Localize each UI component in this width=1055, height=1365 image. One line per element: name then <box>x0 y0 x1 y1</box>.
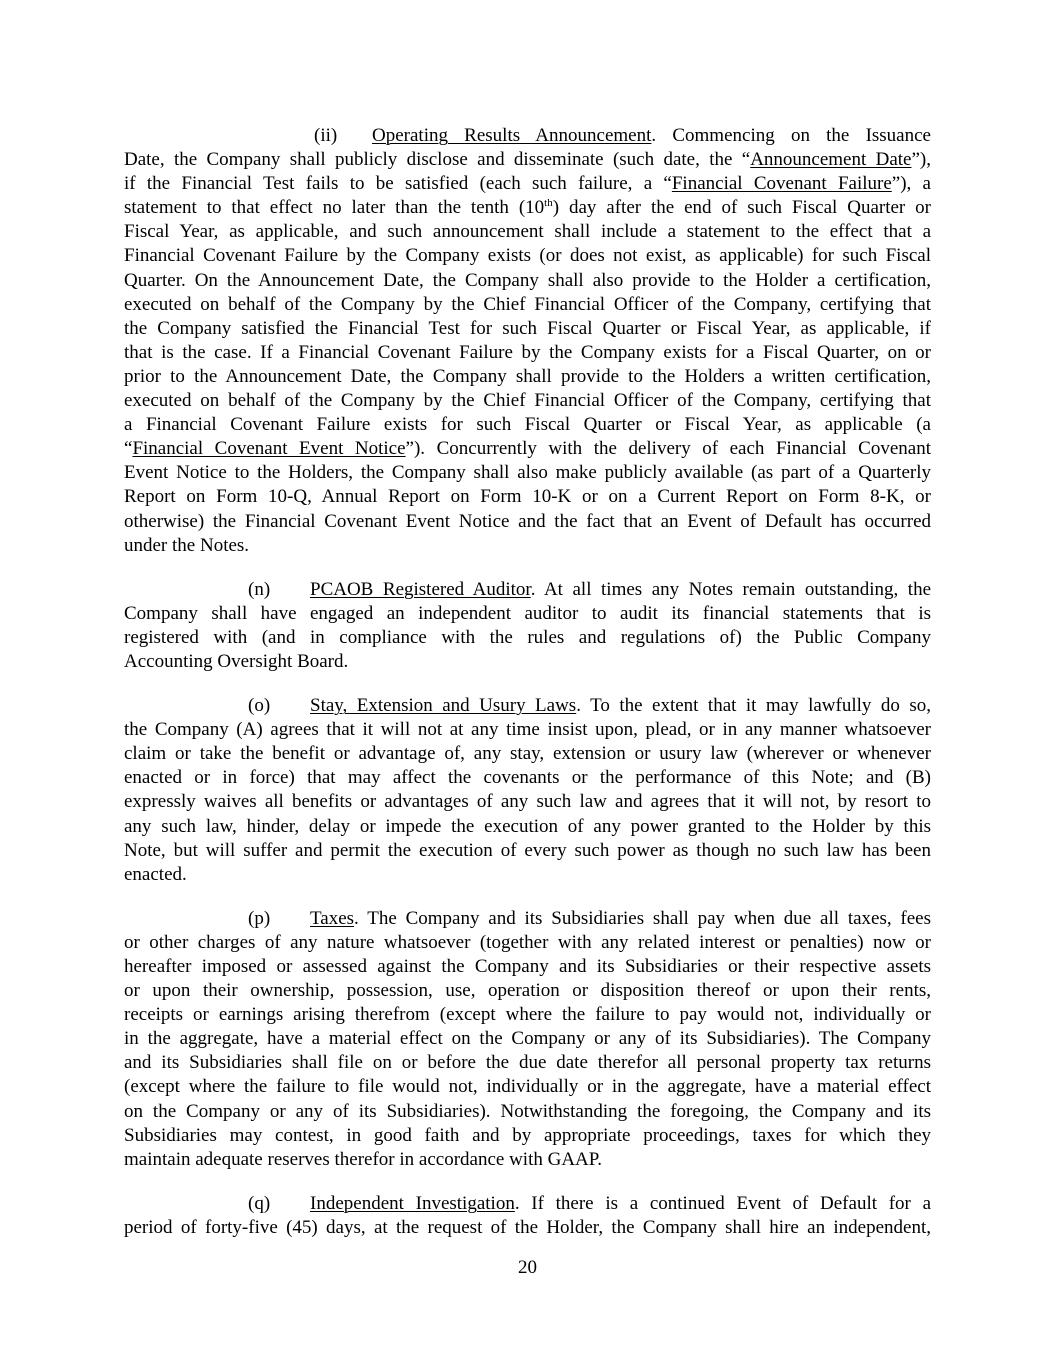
text-line: Company shall have engaged an independent auditor to audit its financial statements that is <box>124 602 931 624</box>
text-line: Report on Form 10-Q, Annual Report on Form 10-K or on a Current Report on Form 8-K, or <box>124 486 931 508</box>
text-line: enacted or in force) that may affect the covenants or the performance of this Note; and (B) <box>124 767 931 789</box>
section-heading: Taxes <box>310 907 355 929</box>
text-line: prior to the Announcement Date, the Company shall provide to the Holders a written certification, <box>124 365 931 387</box>
text-line: executed on behalf of the Company by the Chief Financial Officer of the Company, certifying that <box>124 390 931 412</box>
section-heading: Stay, Extension and Usury Laws <box>310 695 577 717</box>
text-line: under the Notes. <box>124 534 250 556</box>
text-line: claim or take the benefit or advantage of, any stay, extension or usury law (wherever or whenever <box>124 743 931 765</box>
text-line: executed on behalf of the Company by the Chief Financial Officer of the Company, certifying that <box>124 293 931 315</box>
text-line: that is the case. If a Financial Covenant Failure by the Company exists for a Fiscal Quarter, on or <box>124 341 931 363</box>
text-line: Date, the Company shall publicly disclose and disseminate (such date, the “Announcement Date”), <box>124 149 931 171</box>
text-line: Financial Covenant Failure by the Company exists (or does not exist, as applicable) for such Fiscal <box>124 245 931 267</box>
section-ii-operating-results-announcement <box>124 124 931 558</box>
text-line: a Financial Covenant Failure exists for such Fiscal Quarter or Fiscal Year, as applicable (a <box>124 414 931 436</box>
text-line: expressly waives all benefits or advantages of any such law and agrees that it will not, by resort to <box>124 791 931 813</box>
text-line: hereafter imposed or assessed against the Company and its Subsidiaries or their respective assets <box>124 956 931 977</box>
section-q-independent-investigation <box>124 1192 931 1240</box>
text-line: period of forty-five (45) days, at the request of the Holder, the Company shall hire an independent, <box>124 1216 931 1238</box>
section-number: (p) <box>248 907 271 929</box>
text-line: Note, but will suffer and permit the execution of every such power as though no such law has been <box>124 839 931 861</box>
text-line: (p) Taxes. The Company and its Subsidiaries shall pay when due all taxes, fees <box>124 907 931 931</box>
text-line: if the Financial Test fails to be satisfied (each such failure, a “Financial Covenant Failure”), a <box>124 173 931 195</box>
text-line: maintain adequate reserves therefor in accordance with GAAP. <box>124 1148 602 1170</box>
section-n-pcaob-registered-auditor <box>124 578 931 674</box>
section-number: (q) <box>248 1192 271 1214</box>
text-line: otherwise) the Financial Covenant Event Notice and the fact that an Event of Default has occurred <box>124 510 931 532</box>
section-number: (n) <box>248 578 271 600</box>
text-line: (n) PCAOB Registered Auditor. At all times any Notes remain outstanding, the <box>124 578 931 602</box>
section-number: (ii) <box>314 125 338 146</box>
section-heading: Independent Investigation <box>310 1192 515 1214</box>
text-line: any such law, hinder, delay or impede the execution of any power granted to the Holder by this <box>124 815 931 837</box>
text-line: the Company (A) agrees that it will not at any time insist upon, plead, or in any manner whatsoever <box>124 719 931 741</box>
defined-term-financial-covenant-failure: Financial Covenant Failure <box>671 173 892 195</box>
text-line: in the aggregate, have a material effect on the Company or any of its Subsidiaries). The Company <box>124 1028 931 1050</box>
text-line: or upon their ownership, possession, use, operation or disposition thereof or upon their rents, <box>124 980 931 1002</box>
text-line: (o) Stay, Extension and Usury Laws. To the extent that it may lawfully do so, <box>124 694 931 718</box>
text-line: Subsidiaries may contest, in good faith and by appropriate proceedings, taxes for which they <box>124 1124 931 1146</box>
text-line: (except where the failure to file would not, individually or in the aggregate, have a material effect <box>124 1076 931 1098</box>
page-number: 20 <box>518 1257 537 1278</box>
superscript-ordinal: th <box>544 197 553 210</box>
text-line: statement to that effect no later than the tenth (10th) day after the end of such Fiscal Quarter or <box>124 197 931 219</box>
text-line: Quarter. On the Announcement Date, the Company shall also provide to the Holder a certification, <box>124 269 931 291</box>
defined-term-financial-covenant-event-notice: Financial Covenant Event Notice <box>132 438 406 460</box>
text-line: Accounting Oversight Board. <box>124 650 349 672</box>
text-line: “Financial Covenant Event Notice”). Concurrently with the delivery of each Financial Covenant <box>124 438 932 460</box>
section-p-taxes <box>124 907 931 1172</box>
text-line: (ii) Operating Results Announcement. Commencing on the Issuance <box>124 124 931 148</box>
document-page <box>124 124 931 1260</box>
text-line: (q) Independent Investigation. If there is a continued Event of Default for a <box>124 1192 931 1216</box>
text-line: and its Subsidiaries shall file on or before the due date therefor all personal property tax returns <box>124 1052 931 1074</box>
text-line: the Company satisfied the Financial Test for such Fiscal Quarter or Fiscal Year, as applicable, if <box>124 317 931 339</box>
defined-term-announcement-date: Announcement Date <box>750 149 912 171</box>
section-heading: PCAOB Registered Auditor <box>310 578 531 600</box>
text-line: or other charges of any nature whatsoever (together with any related interest or penalties) now or <box>124 931 931 953</box>
text-line: registered with (and in compliance with the rules and regulations of) the Public Company <box>124 626 931 648</box>
section-number: (o) <box>248 695 271 717</box>
text-line: receipts or earnings arising therefrom (except where the failure to pay would not, individually or <box>124 1004 931 1026</box>
section-heading: Operating Results Announcement <box>372 125 652 146</box>
text-line: on the Company or any of its Subsidiaries). Notwithstanding the foregoing, the Company and its <box>124 1100 931 1122</box>
text-line: Fiscal Year, as applicable, and such announcement shall include a statement to the effect that a <box>124 221 931 243</box>
section-o-stay-extension-usury-laws <box>124 694 931 887</box>
text-line: Event Notice to the Holders, the Company shall also make publicly available (as part of a Quarterly <box>124 462 931 484</box>
text-line: enacted. <box>124 863 187 885</box>
